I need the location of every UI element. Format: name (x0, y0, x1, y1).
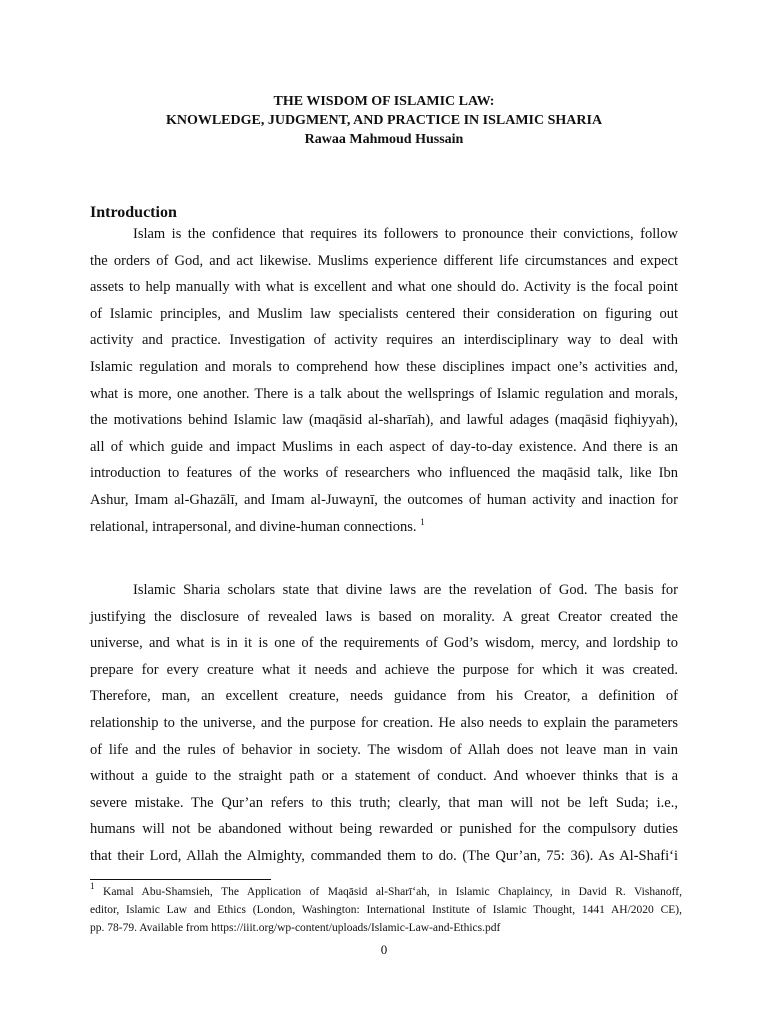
text-line: activity and practice. Investigation of activity requires an interdisciplinary way to deal with (90, 332, 678, 349)
text-line: assets to help manually with what is excellent and what one should do. Activity is the focal point (90, 279, 678, 296)
title-line-1: THE WISDOM OF ISLAMIC LAW: (273, 94, 495, 109)
text-line: without a guide to the straight path or a statement of conduct. And whoever thinks that is a (90, 768, 678, 785)
footnote (90, 883, 682, 937)
text-line-content: relational, intrapersonal, and divine-human connections. (90, 518, 417, 535)
author-name: Rawaa Mahmoud Hussain (304, 132, 464, 147)
footnote-line (90, 883, 682, 901)
text-line: the orders of God, and act likewise. Muslims experience different life circumstances and expect (90, 252, 678, 269)
paragraph-2 (90, 577, 678, 870)
text-line: that their Lord, Allah the Almighty, commanded them to do. (The Qur’an, 75: 36). As Al-Shafi‘i (90, 847, 678, 864)
footnote-reference[interactable]: 1 (420, 516, 425, 527)
text-line: relationship to the universe, and the purpose for creation. He also needs to explain the parameters (90, 714, 678, 731)
text-line: prepare for every creature what it needs and achieve the purpose for which it was created. (90, 661, 678, 678)
section-heading: Introduction (90, 204, 177, 221)
title-block (90, 92, 678, 149)
text-line: humans will not be abandoned without being rewarded or punished for the compulsory duties (90, 821, 678, 838)
text-line: Islamic regulation and morals to comprehend how these disciplines impact one’s activities and, (90, 358, 678, 375)
text-line: Ashur, Imam al-Ghazālī, and Imam al-Juwaynī, the outcomes of human activity and inaction for (90, 491, 678, 508)
text-line: justifying the disclosure of revealed laws is based on morality. A great Creator created the (90, 608, 678, 625)
footnote-line: editor, Islamic Law and Ethics (London, Washington: International Institute of Islamic Thought, 1441 AH/2020 CE), (90, 904, 682, 916)
text-line: severe mistake. The Qur’an refers to this truth; clearly, that man will not be left Suda; i.e., (90, 794, 678, 811)
footnote-divider (90, 879, 271, 880)
text-line: introduction to features of the works of researchers who influenced the maqāsid talk, like Ibn (90, 465, 678, 482)
title-line-2: KNOWLEDGE, JUDGMENT, AND PRACTICE IN ISLAMIC SHARIA (165, 113, 603, 128)
footnote-line-content: Kamal Abu-Shamsieh, The Application of Maqāsid al-Sharī‘ah, in Islamic Chaplaincy, in David R. Vishanoff, (103, 886, 683, 898)
text-line: all of which guide and impact Muslims in each aspect of day-to-day existence. And there is an (90, 438, 678, 455)
text-line: what is more, one another. There is a talk about the wellsprings of Islamic regulation and morals, (90, 385, 678, 402)
text-line: universe, and what is in it is one of the requirements of God’s wisdom, mercy, and lordship to (90, 635, 678, 652)
footnote-line-with-link[interactable]: pp. 78-79. Available from https://iiit.org/wp-content/uploads/Islamic-Law-and-Ethics.pdf (90, 922, 501, 934)
text-line: Islam is the confidence that requires its followers to pronounce their convictions, follow (133, 226, 678, 242)
text-line: the motivations behind Islamic law (maqāsid al-sharīah), and lawful adages (maqāsid fiqhiyyah), (90, 412, 678, 429)
text-line-last (90, 514, 678, 541)
footnote-marker: 1 (90, 881, 95, 891)
text-line: Therefore, man, an excellent creature, needs guidance from his Creator, a definition of (90, 688, 678, 705)
page-number: 0 (380, 942, 388, 957)
paragraph-1 (90, 221, 678, 540)
text-line: of Islamic principles, and Muslim law specialists centered their consideration on figuring out (90, 305, 678, 322)
text-line: Islamic Sharia scholars state that divine laws are the revelation of God. The basis for (133, 582, 678, 598)
text-line: of life and the rules of behavior in society. The wisdom of Allah does not leave man in vain (90, 741, 678, 758)
